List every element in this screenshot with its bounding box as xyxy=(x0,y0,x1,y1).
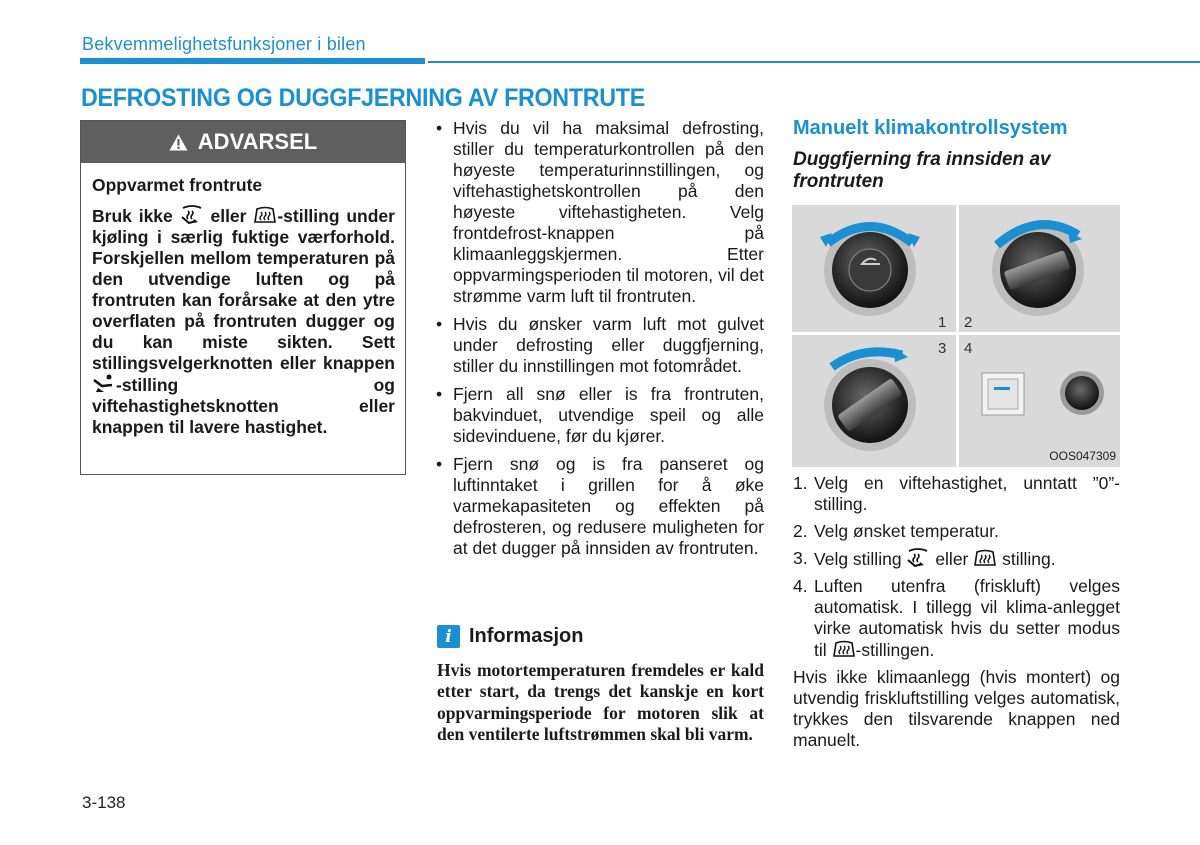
list-item: • Fjern snø og is fra panseret og luftinntaket i grillen for å øke varmekapasiteten og effekten på defrosteren, og redusere muligheten for at det dugger på innsiden av frontruten. xyxy=(436,454,764,559)
figure-label: 1 xyxy=(938,314,947,331)
step-text: eller xyxy=(935,549,969,569)
warning-text xyxy=(92,205,395,438)
list-item: • Fjern all snø eller is fra frontruten, bakvinduet, utvendige speil og alle sidevinduene, før du kjører. xyxy=(436,384,764,447)
warning-text-part: Bruk ikke xyxy=(92,206,173,226)
list-item xyxy=(793,521,1120,542)
panel-4-buttons xyxy=(982,371,1104,415)
list-item xyxy=(793,473,1120,515)
warning-triangle-icon xyxy=(169,134,188,151)
step-number: 3. xyxy=(793,548,808,568)
knob-1 xyxy=(820,224,920,316)
windshield-defrost-icon xyxy=(253,205,277,225)
warning-box xyxy=(80,120,406,475)
floor-mode-icon xyxy=(92,374,116,394)
climate-control-figure xyxy=(792,205,1120,467)
windshield-defrost-icon xyxy=(973,548,997,568)
step-text: Luften utenfra (friskluft) velges automatisk. I tillegg vil klima-anlegget virke automatisk hvis du setter modus til xyxy=(814,576,1120,660)
step-text: stilling. xyxy=(1002,549,1056,569)
list-item: • Hvis du vil ha maksimal defrosting, stiller du temperaturkontrollen på den høyeste temperaturinnstillingen, og viftehastighetskontrollen på den høyeste viftehastigheten. Velg frontdefrost-knappen på klimaanleggskjermen. Etter oppvarmingsperioden til motoren, vil det strømme varm luft til frontruten. xyxy=(436,118,764,307)
figure-illustration xyxy=(792,205,1120,467)
info-text: Hvis motortemperaturen fremdeles er kald etter start, da trengs det kanskje en kort oppvarmingsperiode for motoren slik at den ventilerte luftstrømmen skal bli varm. xyxy=(437,660,764,744)
list-item xyxy=(793,576,1120,661)
step-number: 1. xyxy=(793,473,808,493)
knob-3 xyxy=(824,348,916,451)
bullet-list xyxy=(436,118,764,566)
step-number: 4. xyxy=(793,576,808,596)
warning-header xyxy=(81,121,405,163)
info-header xyxy=(437,625,583,648)
floor-defrost-icon xyxy=(180,205,204,225)
page-number: 3-138 xyxy=(82,793,126,812)
header-rule-thick xyxy=(80,58,425,64)
section-heading: Manuelt klimakontrollsystem xyxy=(793,117,1068,139)
figure-label: 3 xyxy=(938,340,947,357)
step-text: Velg stilling xyxy=(814,549,902,569)
section-subheading: Duggfjerning fra innsiden av frontruten xyxy=(793,149,1051,192)
windshield-defrost-icon xyxy=(832,639,856,659)
warning-subtitle: Oppvarmet frontrute xyxy=(92,175,263,195)
step-text: -stillingen. xyxy=(855,640,935,660)
warning-text-part: eller xyxy=(210,206,247,226)
section-header: Bekvemmelighetsfunksjoner i bilen xyxy=(82,34,366,54)
closing-paragraph: Hvis ikke klimaanlegg (hvis montert) og utvendig friskluftstilling velges automatisk, trykkes den tilsvarende knappen ned manuelt. xyxy=(793,667,1120,750)
warning-text-part: -stilling under kjøling i særlig fuktige værforhold. Forskjellen mellom temperaturen på den utvendige luften og på frontruten kan forårsake at den ytre overflaten på frontruten dugger og du kan miste sikten. Sett stillingsvelgerknotten eller knappen xyxy=(92,206,395,373)
floor-defrost-icon xyxy=(906,548,930,568)
info-title: Informasjon xyxy=(469,625,584,647)
warning-text-part: -stilling og viftehastighetsknotten eller knappen til lavere hastighet. xyxy=(92,375,395,437)
knob-2 xyxy=(992,224,1084,316)
step-text: Velg en viftehastighet, unntatt ”0”-stilling. xyxy=(814,473,1120,514)
list-item xyxy=(793,548,1120,570)
list-item: • Hvis du ønsker varm luft mot gulvet under defrosting eller duggfjerning, stiller du innstillingen mot fotområdet. xyxy=(436,314,764,377)
step-number: 2. xyxy=(793,521,808,541)
steps-list xyxy=(793,473,1120,751)
figure-code: OOS047309 xyxy=(1049,449,1116,463)
header-rule-thin xyxy=(428,61,1200,63)
page-title: DEFROSTING OG DUGGFJERNING AV FRONTRUTE xyxy=(81,84,645,112)
figure-label: 2 xyxy=(964,314,973,331)
info-icon: i xyxy=(437,625,460,648)
step-text: Velg ønsket temperatur. xyxy=(814,521,999,541)
figure-label: 4 xyxy=(964,340,973,357)
warning-label: ADVARSEL xyxy=(197,129,318,154)
